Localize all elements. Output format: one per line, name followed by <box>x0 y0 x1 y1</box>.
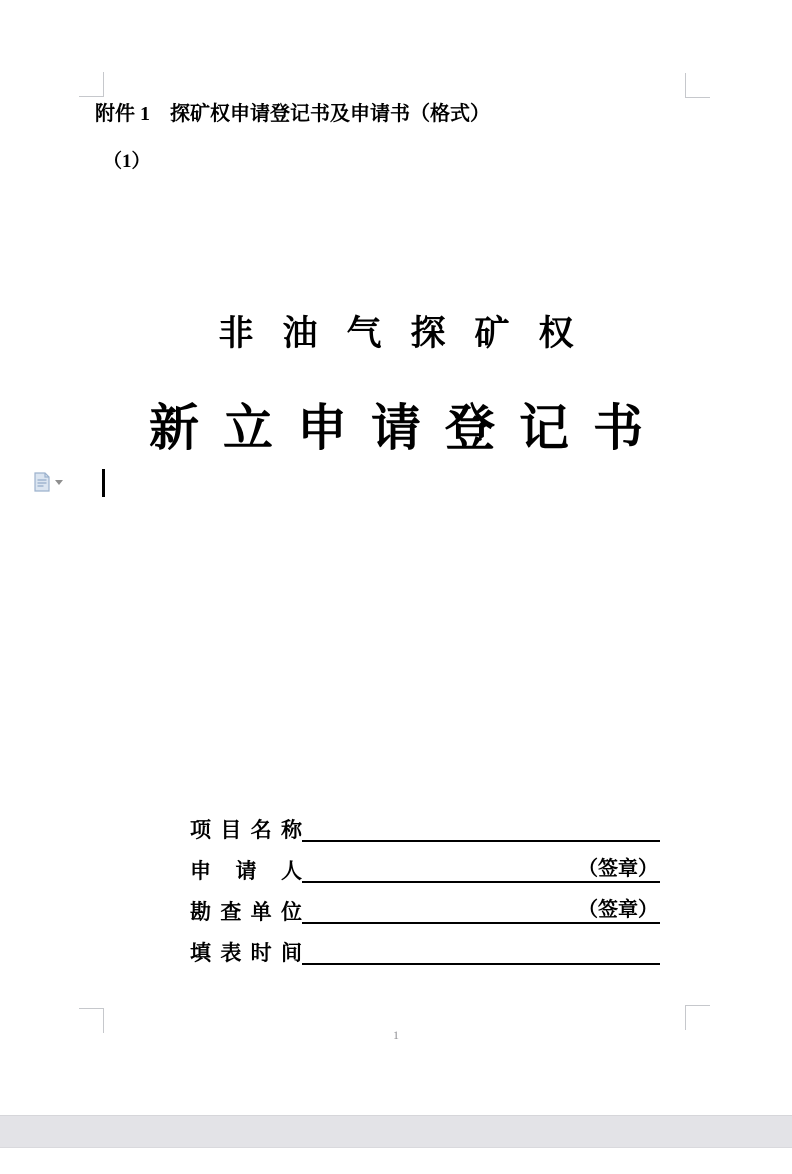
field-label: 填表时间 <box>190 941 302 965</box>
signature-hint: （签章） <box>578 899 658 921</box>
field-input-line[interactable] <box>302 817 660 842</box>
next-page-top <box>0 1148 792 1174</box>
document-title-line1: 非油气探矿权 <box>218 314 603 353</box>
form-row-exploration-unit <box>190 883 660 924</box>
paste-options-button[interactable] <box>33 470 67 494</box>
attachment-heading: 附件 1 探矿权申请登记书及申请书（格式） <box>95 103 490 125</box>
form-row-applicant <box>190 842 660 883</box>
margin-crop-mark-top-left <box>79 72 104 97</box>
page-gap <box>0 1115 792 1148</box>
item-number: （1） <box>103 151 151 172</box>
margin-crop-mark-top-right <box>685 73 710 98</box>
form-row-project-name <box>190 801 660 842</box>
form-fields-block <box>190 801 660 965</box>
paste-options-icon <box>33 472 51 492</box>
field-input-line[interactable] <box>302 899 660 924</box>
signature-hint: （签章） <box>578 858 658 880</box>
field-label: 申请人 <box>190 859 302 883</box>
text-caret <box>102 469 105 497</box>
margin-crop-mark-bottom-left <box>79 1008 104 1033</box>
field-input-line[interactable] <box>302 940 660 965</box>
margin-crop-mark-bottom-right <box>685 1005 710 1030</box>
document-title-line2: 新立申请登记书 <box>149 400 667 456</box>
field-label: 勘查单位 <box>190 900 302 924</box>
form-row-fill-date <box>190 924 660 965</box>
page-number: 1 <box>393 1028 399 1042</box>
dropdown-arrow-icon <box>55 480 63 485</box>
field-input-line[interactable] <box>302 858 660 883</box>
field-label: 项目名称 <box>190 818 302 842</box>
